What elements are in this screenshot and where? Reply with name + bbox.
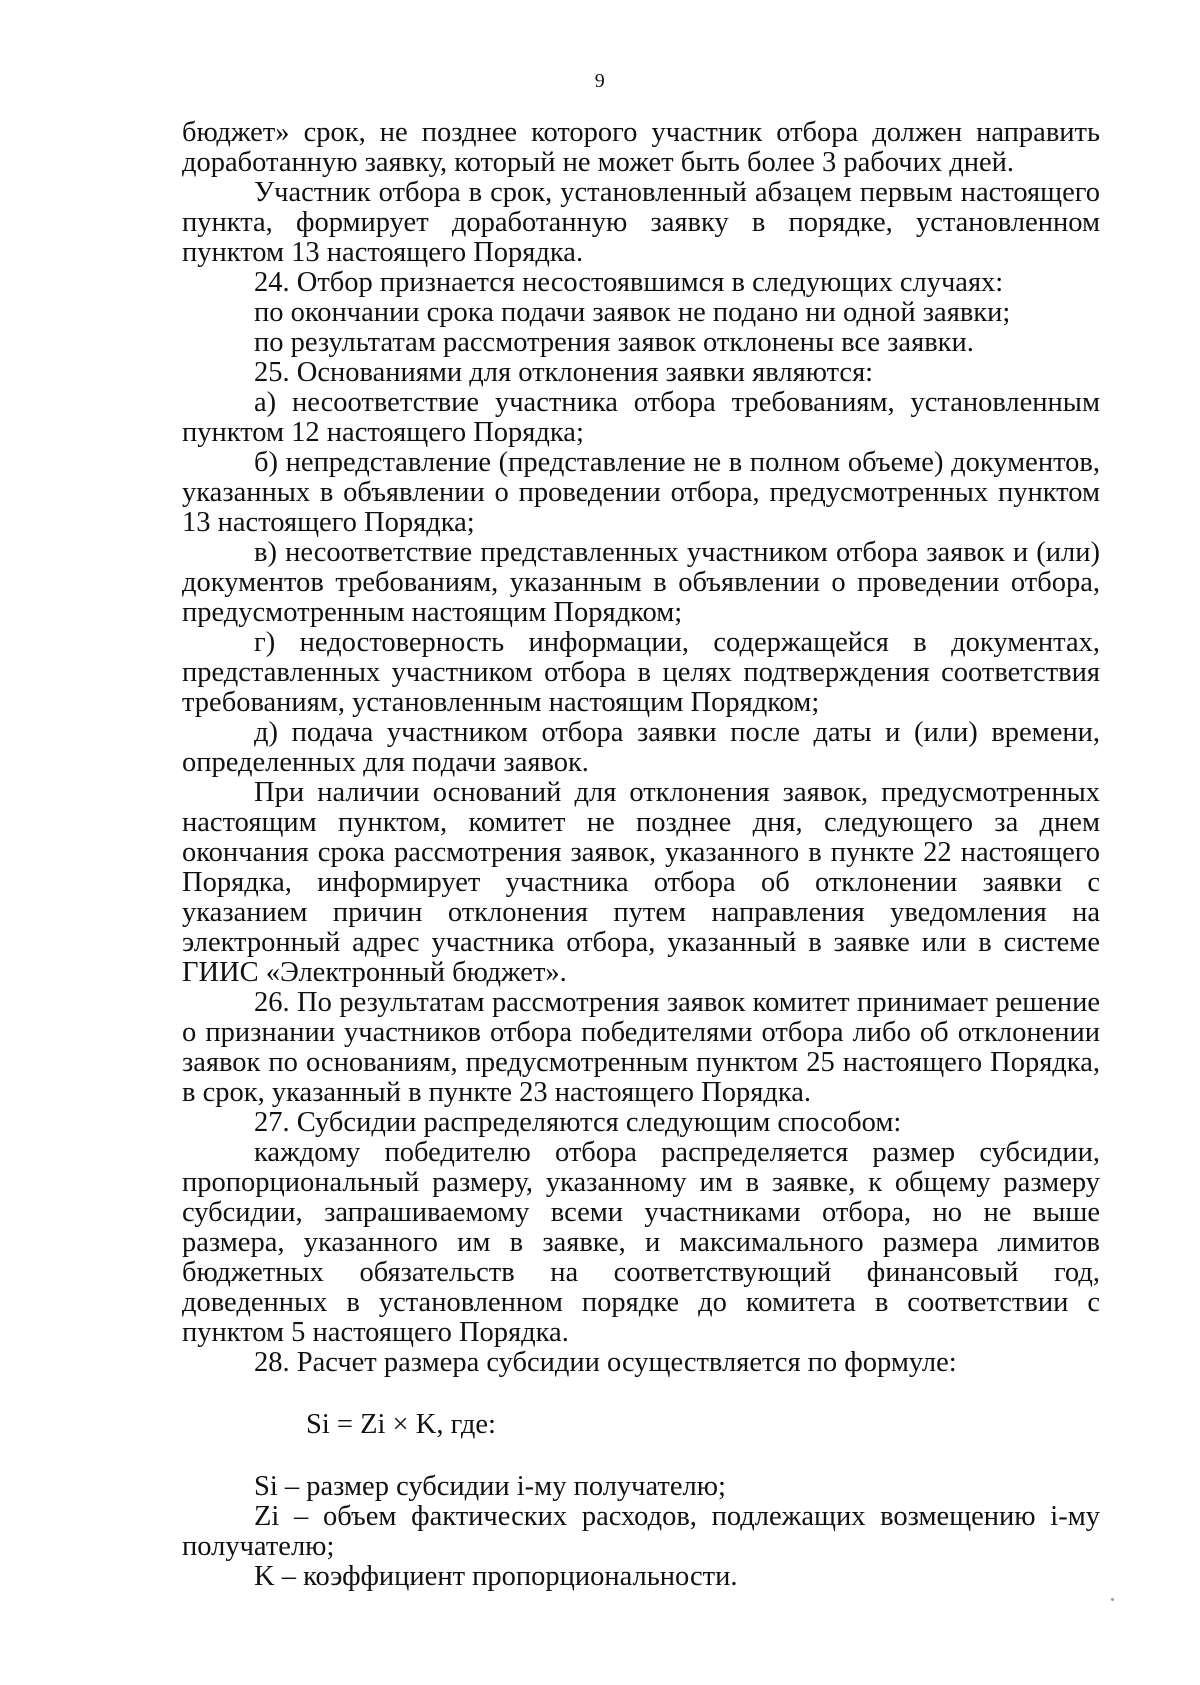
list-item-d: д) подача участником отбора заявки после даты и (или) времени, определенных для подачи заявок.: [182, 717, 1100, 778]
definition-k: K – коэффициент пропорциональности.: [254, 1561, 738, 1592]
scan-speck: [1111, 1598, 1114, 1601]
clause-24-heading: 24. Отбор признается несостоявшимся в следующих случаях:: [254, 267, 1004, 298]
clause-25-heading: 25. Основаниями для отклонения заявки являются:: [254, 357, 874, 388]
clause-27-heading: 27. Субсидии распределяются следующим способом:: [254, 1107, 902, 1138]
paragraph: При наличии оснований для отклонения заявок, предусмотренных настоящим пунктом, комитет не позднее дня, следующего за днем окончания срока рассмотрения заявок, указанного в пункте 22 настоящего Порядка, информирует участника отбора об отклонении заявки с указанием причин отклонения путем направления уведомления на электронный адрес участника отбора, указанный в заявке или в системе ГИИС «Электронный бюджет».: [182, 777, 1100, 988]
formula: Si = Zi × K, где:: [306, 1409, 496, 1440]
paragraph: бюджет» срок, не позднее которого участник отбора должен направить доработанную заявку, который не может быть более 3 рабочих дней.: [182, 117, 1100, 178]
page-number: 9: [594, 70, 606, 92]
list-item-g: г) недостоверность информации, содержащейся в документах, представленных участником отбора в целях подтверждения соответствия требованиям, установленным настоящим Порядком;: [182, 627, 1100, 718]
paragraph: по результатам рассмотрения заявок отклонены все заявки.: [254, 327, 974, 358]
paragraph: по окончании срока подачи заявок не подано ни одной заявки;: [254, 297, 1011, 328]
document-body: [182, 118, 1100, 1592]
clause-26: 26. По результатам рассмотрения заявок комитет принимает решение о признании участников отбора победителями отбора либо об отклонении заявок по основаниям, предусмотренным пунктом 25 настоящего Порядка, в срок, указанный в пункте 23 настоящего Порядка.: [182, 987, 1100, 1108]
list-item-b: б) непредставление (представление не в полном объеме) документов, указанных в объявлении о проведении отбора, предусмотренных пунктом 13 настоящего Порядка;: [182, 447, 1100, 538]
definition-si: Si – размер субсидии i-му получателю;: [254, 1471, 726, 1502]
list-item-a: а) несоответствие участника отбора требованиям, установленным пунктом 12 настоящего Порядка;: [182, 387, 1100, 448]
paragraph: Участник отбора в срок, установленный абзацем первым настоящего пункта, формирует доработанную заявку в порядке, установленном пунктом 13 настоящего Порядка.: [182, 177, 1100, 268]
list-item-v: в) несоответствие представленных участником отбора заявок и (или) документов требованиям, указанным в объявлении о проведении отбора, предусмотренным настоящим Порядком;: [182, 537, 1100, 628]
paragraph: каждому победителю отбора распределяется размер субсидии, пропорциональный размеру, указанному им в заявке, к общему размеру субсидии, запрашиваемому всеми участниками отбора, но не выше размера, указанного им в заявке, и максимального размера лимитов бюджетных обязательств на соответствующий финансовый год, доведенных в установленном порядке до комитета в соответствии с пунктом 5 настоящего Порядка.: [182, 1137, 1100, 1348]
clause-28-heading: 28. Расчет размера субсидии осуществляется по формуле:: [254, 1347, 957, 1378]
definition-zi: Zi – объем фактических расходов, подлежащих возмещению i-му получателю;: [182, 1501, 1100, 1562]
